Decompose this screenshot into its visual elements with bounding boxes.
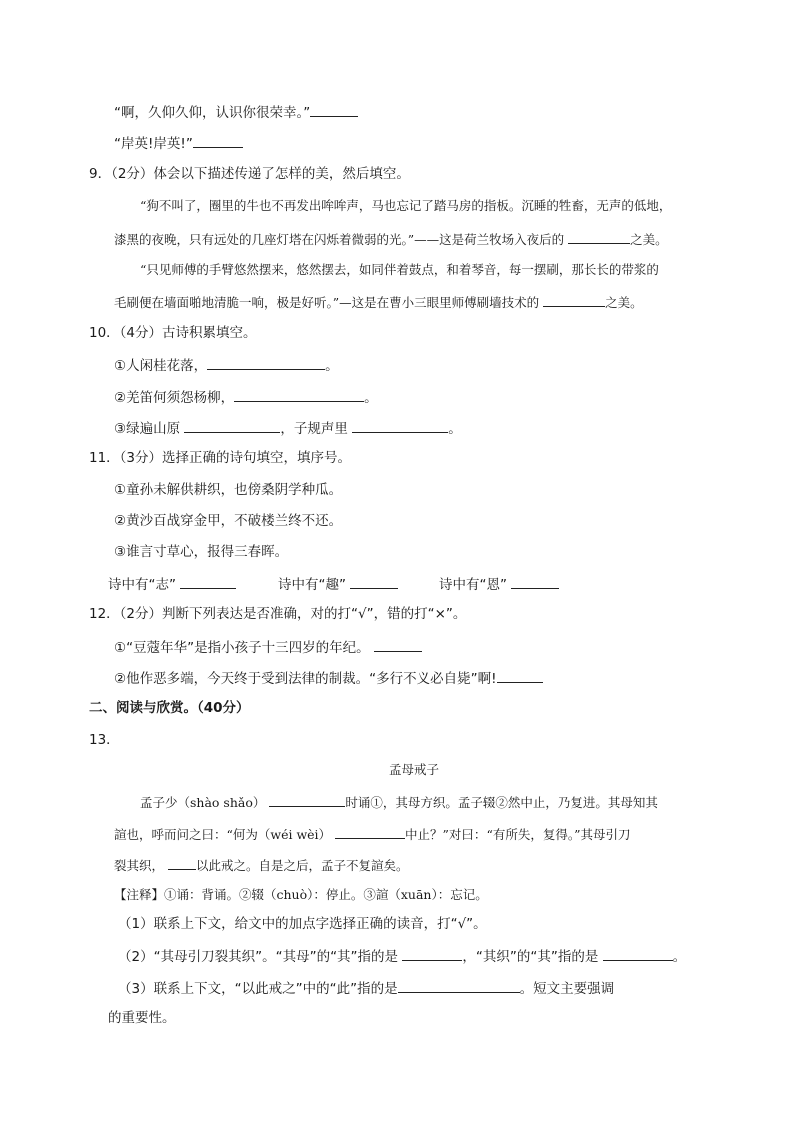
q11-fill-3-label: 诗中有“恩” bbox=[439, 577, 507, 593]
q12-answer-blank-2[interactable] bbox=[497, 668, 543, 683]
q9-passage-2-line-2 bbox=[114, 292, 643, 312]
q13-sub-3 bbox=[118, 978, 614, 998]
q10-item-2 bbox=[114, 387, 378, 407]
q10-item-3-text: ③绿遍山原 bbox=[114, 421, 181, 437]
section-2-heading: 二、阅读与欣赏。（40分） bbox=[89, 700, 250, 716]
q13-passage-line-3-a: 裂其织， bbox=[114, 858, 165, 873]
q10-stem: 10．（4分）古诗积累填空。 bbox=[89, 325, 257, 341]
q13-notes: 【注释】①诵：背诵。②辍（chuò）：停止。③諠（xuān）：忘记。 bbox=[114, 887, 488, 902]
q11-option-1: ①童孙未解供耕织，也傍桑阴学种瓜。 bbox=[114, 482, 343, 498]
q11-answer-blank-3[interactable] bbox=[511, 574, 559, 589]
q13-passage-title: 孟母戒子 bbox=[389, 762, 440, 777]
q13-number: 13． bbox=[89, 732, 120, 748]
q13-passage-line-1-a: 孟子少（shào shǎo） bbox=[140, 795, 266, 810]
q11-answer-blank-2[interactable] bbox=[350, 574, 398, 589]
q9-answer-blank-2[interactable] bbox=[543, 292, 605, 307]
q11-fill-2-label: 诗中有“趣” bbox=[278, 577, 346, 593]
q13-sub-1: （1）联系上下文，给文中的加点字选择正确的读音，打“√”。 bbox=[118, 916, 487, 932]
q11-option-2: ②黄沙百战穿金甲，不破楼兰终不还。 bbox=[114, 513, 343, 529]
q13-passage-line-1 bbox=[140, 792, 658, 812]
q10-item-3-end: 。 bbox=[448, 421, 462, 437]
q13-sub-2-c: 。 bbox=[672, 949, 687, 965]
q11-fill-1 bbox=[108, 574, 236, 594]
q10-answer-blank-1[interactable] bbox=[207, 355, 325, 370]
q9-passage-2-line-1: “只见师傅的手臂悠然摆来，悠然摆去，如同伴着鼓点，和着琴音，每一摆刷，那长长的带浆的 bbox=[140, 262, 659, 277]
q12-item-1-text: ①“豆蔻年华”是指小孩子十三四岁的年纪。 bbox=[114, 640, 370, 656]
q13-answer-blank-4[interactable] bbox=[402, 946, 462, 961]
q10-item-3-mid: ，子规声里 bbox=[280, 421, 348, 437]
q12-stem: 12．（2分）判断下列表达是否准确，对的打“√”，错的打“×”。 bbox=[89, 606, 467, 622]
q13-sub-2-a: （2）“其母引刀裂其织”。“其母”的“其”指的是 bbox=[118, 949, 399, 965]
q10-answer-blank-2[interactable] bbox=[234, 387, 364, 402]
q9-answer-blank-1[interactable] bbox=[568, 229, 630, 244]
q10-item-1-end: 。 bbox=[325, 358, 339, 374]
q13-sub-2 bbox=[118, 946, 686, 966]
q13-answer-blank-6[interactable] bbox=[398, 978, 520, 993]
q10-item-2-end: 。 bbox=[364, 390, 378, 406]
q8-line-2 bbox=[114, 133, 243, 153]
q9-passage-1-end: 之美。 bbox=[630, 232, 668, 247]
q11-fill-3 bbox=[439, 574, 559, 594]
q9-stem: 9．（2分）体会以下描述传递了怎样的美，然后填空。 bbox=[89, 166, 410, 182]
q12-item-1 bbox=[114, 637, 422, 657]
q13-sub-3-a: （3）联系上下文，“以此戒之”中的“此”指的是 bbox=[118, 981, 398, 997]
q8-answer-blank-1[interactable] bbox=[310, 102, 358, 117]
q10-answer-blank-4[interactable] bbox=[352, 418, 448, 433]
q8-line-2-text: “岸英!岸英!” bbox=[114, 136, 193, 152]
q11-stem: 11．（3分）选择正确的诗句填空，填序号。 bbox=[89, 450, 352, 466]
q13-passage-line-1-b: 时诵①，其母方织。孟子辍②然中止，乃复进。其母知其 bbox=[345, 795, 658, 810]
q12-item-2 bbox=[114, 668, 543, 688]
q13-answer-blank-2[interactable] bbox=[335, 824, 405, 839]
q13-passage-line-2 bbox=[114, 824, 630, 844]
q13-sub-2-b: ，“其织”的“其”指的是 bbox=[462, 949, 599, 965]
q13-answer-blank-3[interactable] bbox=[168, 855, 196, 870]
q9-passage-2-end: 之美。 bbox=[605, 295, 643, 310]
q13-passage-line-3-b: 以此戒之。自是之后，孟子不复諠矣。 bbox=[196, 858, 409, 873]
q12-answer-blank-1[interactable] bbox=[374, 637, 422, 652]
q12-item-2-text: ②他作恶多端，今天终于受到法律的制裁。“多行不义必自毙”啊! bbox=[114, 671, 497, 687]
q13-passage-line-3 bbox=[114, 855, 409, 875]
q10-item-1-text: ①人闲桂花落， bbox=[114, 358, 208, 374]
q11-fill-1-label: 诗中有“志” bbox=[108, 577, 176, 593]
q10-item-2-text: ②羌笛何须怨杨柳， bbox=[114, 390, 235, 406]
q8-answer-blank-2[interactable] bbox=[193, 133, 243, 148]
q9-passage-2-text: 毛刷便在墙面啪地清脆一响，极是好听。”—这是在曹小三眼里师傅刷墙技术的 bbox=[114, 295, 540, 310]
q8-line-1 bbox=[114, 102, 358, 122]
q13-sub-3-cont: 的重要性。 bbox=[108, 1010, 176, 1026]
q10-item-3 bbox=[114, 418, 462, 438]
q10-answer-blank-3[interactable] bbox=[184, 418, 280, 433]
q13-answer-blank-5[interactable] bbox=[603, 946, 673, 961]
q8-line-1-text: “啊，久仰久仰，认识你很荣幸。” bbox=[114, 105, 311, 121]
q9-passage-1-line-1: “狗不叫了，圈里的牛也不再发出哞哞声，马也忘记了踏马房的指板。沉睡的牲畜，无声的低地， bbox=[140, 198, 672, 213]
q11-option-3: ③谁言寸草心，报得三春晖。 bbox=[114, 544, 289, 560]
q11-fill-2 bbox=[278, 574, 398, 594]
q13-passage-line-2-b: 中止？”对曰：“有所失，复得。”其母引刀 bbox=[405, 827, 631, 842]
q10-item-1 bbox=[114, 355, 339, 375]
q13-sub-3-b: 。短文主要强调 bbox=[519, 981, 615, 997]
q13-passage-line-2-a: 諠也，呼而问之曰：“何为（wéi wèi） bbox=[114, 827, 332, 842]
q9-passage-1-line-2 bbox=[114, 229, 668, 249]
q13-answer-blank-1[interactable] bbox=[269, 792, 345, 807]
q11-answer-blank-1[interactable] bbox=[180, 574, 236, 589]
q9-passage-1-text: 漆黑的夜晚，只有远处的几座灯塔在闪烁着微弱的光。”——这是荷兰牧场入夜后的 bbox=[114, 232, 565, 247]
